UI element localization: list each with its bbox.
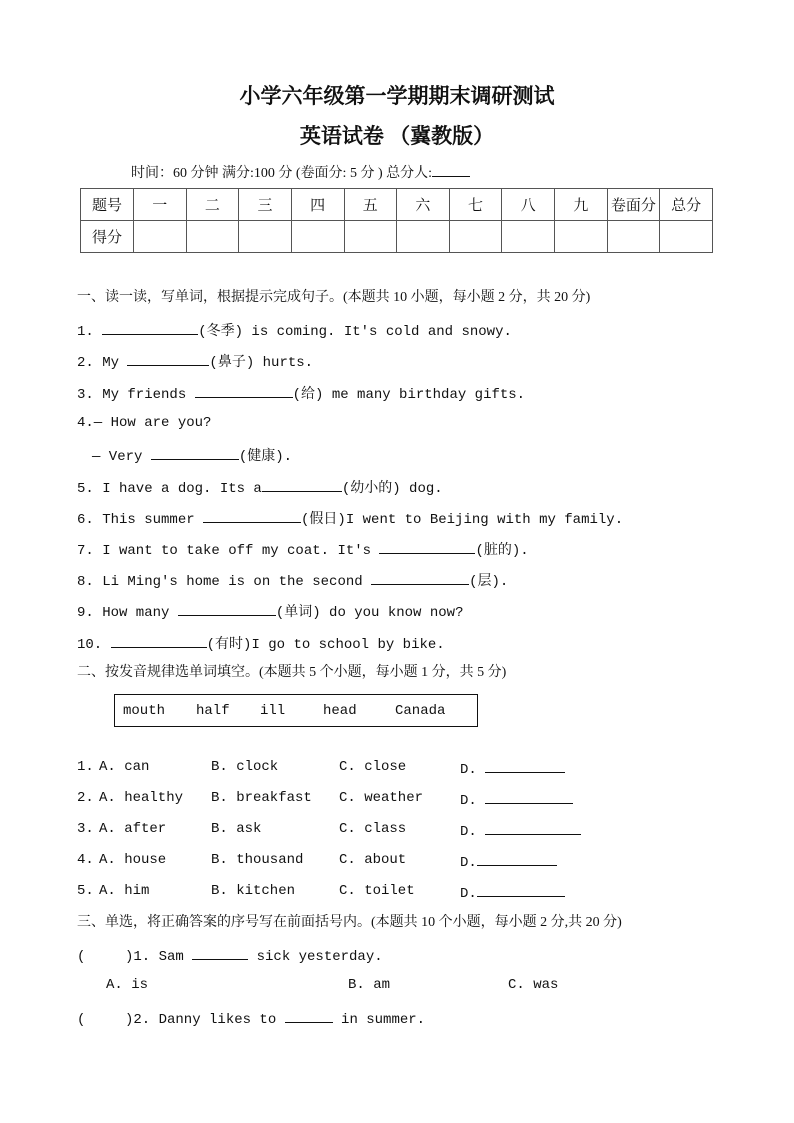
score-cell[interactable] — [502, 221, 555, 253]
s3-q1-option-b: B. am — [348, 977, 391, 993]
score-cell[interactable] — [239, 221, 292, 253]
question-text: 8. Li Ming's home is on the second — [77, 574, 372, 590]
s3-q1-option-c: C. was — [508, 977, 559, 993]
hint: (假日) — [301, 512, 346, 528]
answer-bracket[interactable] — [77, 948, 125, 966]
s1-question-8 — [77, 570, 508, 591]
option-d — [460, 820, 581, 841]
option-d-label: D. — [460, 886, 477, 902]
option-a: A. after — [99, 821, 167, 837]
question-text: . — [283, 449, 293, 465]
s1-question-9 — [77, 601, 463, 622]
answer-blank[interactable] — [477, 882, 565, 897]
score-cell[interactable] — [449, 221, 502, 253]
question-text: 7. I want to take off my coat. It's — [77, 543, 380, 559]
s1-question-3 — [77, 383, 525, 404]
word-bank — [114, 694, 478, 727]
answer-blank[interactable] — [151, 445, 239, 460]
answer-bracket[interactable] — [77, 1011, 125, 1029]
option-c: C. class — [339, 821, 407, 837]
question-text: me many birthday gifts. — [323, 387, 526, 403]
hint: (幼小的) — [341, 481, 401, 497]
option-b: B. breakfast — [211, 790, 312, 806]
question-text: 2. My — [77, 355, 128, 371]
option-c: C. close — [339, 759, 407, 775]
option-d-label: D. — [460, 762, 477, 778]
s1-question-10 — [77, 633, 445, 654]
section3-heading: 三、单选，将正确答案的序号写在前面括号内。(本题共 10 个小题，每小题 2 分,共 20 分) — [77, 915, 622, 930]
question-number: 3. — [77, 821, 94, 837]
option-c: C. about — [339, 852, 407, 868]
s1-question-7 — [77, 539, 529, 560]
option-c: C. weather — [339, 790, 424, 806]
answer-blank[interactable] — [127, 351, 209, 366]
option-d — [460, 882, 565, 903]
exam-info — [131, 162, 470, 183]
answer-blank[interactable] — [477, 851, 557, 866]
option-c: C. toilet — [339, 883, 415, 899]
s1-question-2 — [77, 351, 313, 372]
option-b: B. kitchen — [211, 883, 296, 899]
score-cell[interactable] — [660, 221, 713, 253]
word-bank-word: head — [323, 703, 357, 719]
score-header-cell: 二 — [186, 189, 239, 221]
option-a: A. house — [99, 852, 167, 868]
question-number: 10. — [77, 637, 103, 653]
answer-blank[interactable] — [102, 320, 198, 335]
score-cell[interactable] — [607, 221, 660, 253]
question-text: 6. This summer — [77, 512, 204, 528]
option-d — [460, 851, 557, 872]
question-text: is coming. It's cold and snowy. — [243, 324, 512, 340]
question-text: 9. How many — [77, 605, 178, 621]
s2-row — [77, 789, 477, 809]
score-table-header-row — [81, 189, 713, 221]
option-b: B. clock — [211, 759, 279, 775]
score-header-cell: 题号 — [81, 189, 134, 221]
s2-row — [77, 851, 477, 871]
option-b: B. ask — [211, 821, 262, 837]
answer-blank[interactable] — [192, 945, 248, 960]
score-cell[interactable] — [555, 221, 608, 253]
question-text: in summer. — [332, 1012, 426, 1028]
score-cell[interactable] — [134, 221, 187, 253]
score-cell[interactable] — [291, 221, 344, 253]
question-number: 5. — [77, 883, 94, 899]
grader-blank[interactable] — [432, 162, 470, 177]
hint: (有时) — [206, 637, 252, 653]
exam-subtitle: 英语试卷 （冀教版） — [299, 124, 495, 148]
word-bank-word: half — [196, 703, 230, 719]
option-d-label: D. — [460, 855, 477, 871]
score-header-cell: 九 — [555, 189, 608, 221]
option-d — [460, 758, 565, 779]
hint: (脏的) — [475, 543, 521, 559]
score-header-cell: 八 — [502, 189, 555, 221]
answer-blank[interactable] — [485, 820, 581, 835]
hint: (健康) — [238, 449, 284, 465]
exam-title: 小学六年级第一学期期末调研测试 — [239, 84, 555, 108]
option-a: A. healthy — [99, 790, 184, 806]
option-d-label: D. — [460, 793, 477, 809]
question-text: — Very — [92, 449, 151, 465]
question-text: dog. — [400, 481, 443, 497]
question-text: sick yesterday. — [248, 949, 383, 965]
score-cell[interactable] — [186, 221, 239, 253]
question-text: do you know now? — [320, 605, 464, 621]
s2-row — [77, 882, 477, 902]
section1-heading: 一、读一读，写单词，根据提示完成句子。(本题共 10 小题，每小题 2 分，共 20 分) — [77, 290, 591, 305]
answer-blank[interactable] — [203, 508, 301, 523]
score-header-cell: 总分 — [660, 189, 713, 221]
question-text: )1. Sam — [125, 949, 193, 965]
s1-question-1 — [77, 320, 512, 341]
score-header-cell: 五 — [344, 189, 397, 221]
answer-blank[interactable] — [178, 601, 276, 616]
question-text: 3. My friends — [77, 387, 195, 403]
score-header-cell: 一 — [134, 189, 187, 221]
answer-blank[interactable] — [285, 1008, 333, 1023]
answer-blank[interactable] — [262, 477, 342, 492]
score-table — [80, 188, 713, 253]
answer-blank[interactable] — [111, 633, 207, 648]
hint: (层) — [469, 574, 500, 590]
answer-blank[interactable] — [485, 789, 573, 804]
s1-question-4b — [92, 445, 292, 466]
option-d — [460, 789, 573, 810]
hint: (给) — [292, 387, 324, 403]
answer-blank[interactable] — [195, 383, 293, 398]
s1-question-4a: 4.— How are you? — [77, 415, 212, 431]
bracket-open: ( — [77, 1012, 86, 1028]
s1-question-6 — [77, 508, 623, 529]
question-text: I went to Beijing with my family. — [345, 512, 624, 528]
question-text: )2. Danny likes to — [125, 1012, 285, 1028]
score-header-cell: 七 — [449, 189, 502, 221]
score-header-cell: 六 — [397, 189, 450, 221]
question-text: . — [499, 574, 509, 590]
score-header-cell: 四 — [291, 189, 344, 221]
score-header-cell: 三 — [239, 189, 292, 221]
score-row-label: 得分 — [81, 221, 134, 253]
question-text: . — [520, 543, 529, 559]
answer-blank[interactable] — [379, 539, 475, 554]
option-a: A. can — [99, 759, 150, 775]
word-bank-word: Canada — [395, 703, 446, 719]
score-table-score-row — [81, 221, 713, 253]
score-header-cell: 卷面分 — [607, 189, 660, 221]
question-text: I go to school by bike. — [251, 637, 445, 653]
hint: (冬季) — [198, 324, 244, 340]
s3-question-2 — [77, 1008, 425, 1029]
question-text: 5. I have a dog. Its a — [77, 481, 262, 497]
s3-question-1 — [77, 945, 383, 966]
option-a: A. him — [99, 883, 150, 899]
s3-q1-option-a: A. is — [106, 977, 149, 993]
word-bank-word: ill — [260, 703, 286, 719]
s1-question-5 — [77, 477, 443, 498]
s2-row — [77, 820, 477, 840]
section2-heading: 二、按发音规律选单词填空。(本题共 5 个小题，每小题 1 分，共 5 分) — [77, 665, 507, 680]
question-number: 1. — [77, 759, 94, 775]
hint: (单词) — [275, 605, 321, 621]
question-text: hurts. — [254, 355, 314, 371]
option-d-label: D. — [460, 824, 477, 840]
answer-blank[interactable] — [485, 758, 565, 773]
bracket-open: ( — [77, 949, 86, 965]
answer-blank[interactable] — [371, 570, 469, 585]
exam-info-text: 时间：60 分钟 满分:100 分 (卷面分: 5 分 ) 总分人: — [131, 166, 432, 181]
s2-row — [77, 758, 477, 778]
question-number: 1. — [77, 324, 94, 340]
hint: (鼻子) — [209, 355, 255, 371]
option-b: B. thousand — [211, 852, 304, 868]
score-cell[interactable] — [344, 221, 397, 253]
word-bank-word: mouth — [123, 703, 166, 719]
question-number: 4. — [77, 852, 94, 868]
question-number: 2. — [77, 790, 94, 806]
score-cell[interactable] — [397, 221, 450, 253]
